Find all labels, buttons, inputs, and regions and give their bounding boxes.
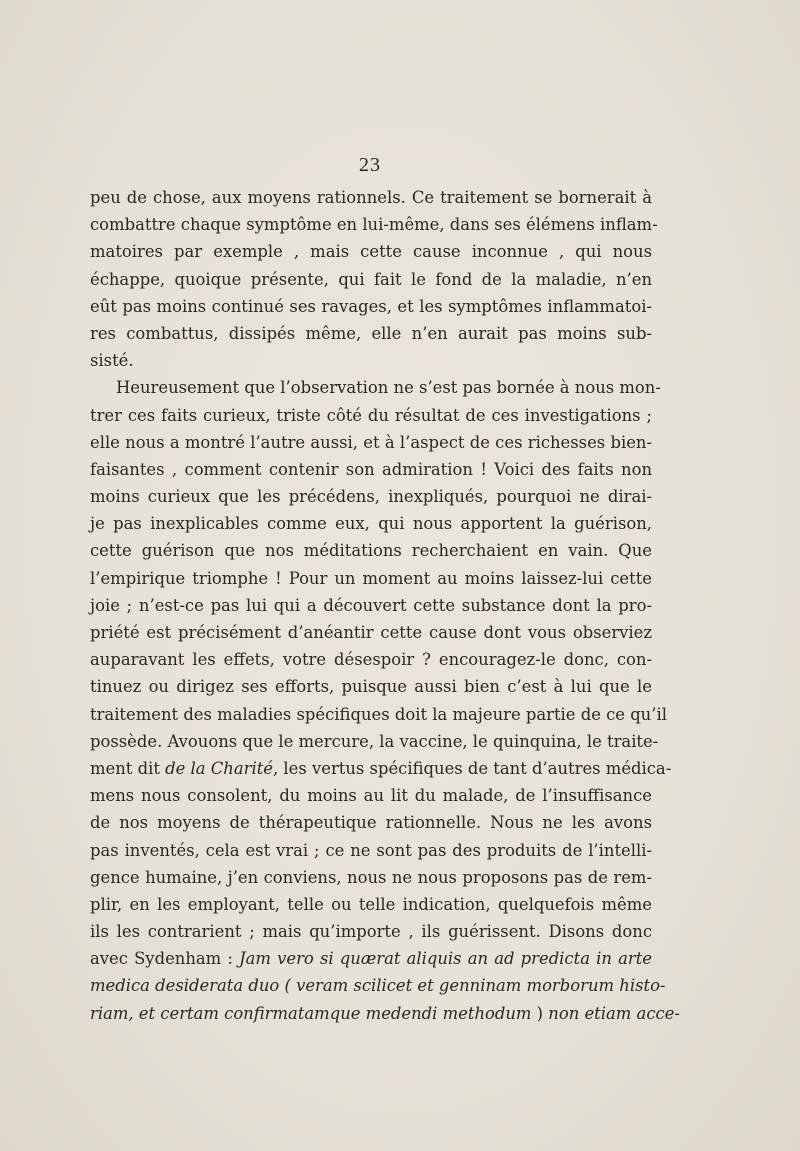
text-line: faisantes , comment contenir son admiration ! Voici des faits non <box>90 459 652 479</box>
text-line: tinuez ou dirigez ses efforts, puisque aussi bien c’est à lui que le <box>90 677 652 697</box>
text-run: , les vertus spécifiques de tant d’autres médica- <box>273 758 672 778</box>
italic-run: medica desiderata duo ( veram scilicet et genninam morborum histo- <box>90 976 666 996</box>
text-line: ils les contrarient ; mais qu’importe , ils guérissent. Disons donc <box>90 922 652 942</box>
text-line: trer ces faits curieux, triste côté du résultat de ces investigations ; <box>90 405 652 425</box>
text-line: eût pas moins continué ses ravages, et les symptômes inflammatoi- <box>90 296 652 316</box>
page-number: 23 <box>359 154 381 176</box>
text-line: res combattus, dissipés même, elle n’en aurait pas moins sub- <box>90 323 652 343</box>
text-line: mens nous consolent, du moins au lit du malade, de l’insuffisance <box>90 786 652 806</box>
text-line: sisté. <box>90 351 134 371</box>
text-run: ment dit <box>90 758 166 778</box>
text-line: joie ; n’est-ce pas lui qui a découvert cette substance dont la pro- <box>90 595 652 615</box>
italic-run: non etiam acce- <box>548 1003 680 1023</box>
body-text <box>90 184 680 1027</box>
text-line: peu de chose, aux moyens rationnels. Ce traitement se bornerait à <box>90 188 652 207</box>
text-line: l’empirique triomphe ! Pour un moment au moins laissez-lui cette <box>90 568 652 588</box>
text-line: cette guérison que nos méditations recherchaient en vain. Que <box>90 541 652 561</box>
text-line: traitement des maladies spécifiques doit la majeure partie de ce qu’il <box>90 704 667 724</box>
italic-run: de la Charité <box>165 758 274 778</box>
text-line: je pas inexplicables comme eux, qui nous apportent la guérison, <box>90 514 652 534</box>
italic-run: Jam vero si quærat aliquis an ad predicta in arte <box>239 949 652 969</box>
text-line: échappe, quoique présente, qui fait le fond de la maladie, n’en <box>90 269 652 289</box>
text-line: possède. Avouons que le mercure, la vaccine, le quinquina, le traite- <box>90 731 659 751</box>
text-line: Heureusement que l’observation ne s’est pas bornée à nous mon- <box>116 378 661 398</box>
text-line: combattre chaque symptôme en lui-même, dans ses élémens inflam- <box>90 215 658 235</box>
text-line: moins curieux que les précédens, inexpliqués, pourquoi ne dirai- <box>90 487 652 507</box>
text-line: gence humaine, j’en conviens, nous ne nous proposons pas de rem- <box>90 867 652 887</box>
text-line: matoires par exemple , mais cette cause inconnue , qui nous <box>90 242 652 262</box>
text-line <box>90 972 666 999</box>
text-line: auparavant les effets, votre désespoir ? encouragez-le donc, con- <box>90 650 652 670</box>
text-run: avec Sydenham : <box>90 949 240 969</box>
text-line: pas inventés, cela est vrai ; ce ne sont pas des produits de l’intelli- <box>90 840 652 860</box>
text-line <box>90 1000 680 1027</box>
text-run: ) <box>531 1003 549 1023</box>
text-line: de nos moyens de thérapeutique rationnelle. Nous ne les avons <box>90 813 652 833</box>
text-line: priété est précisément d’anéantir cette cause dont vous observiez <box>90 623 652 642</box>
text-line: plir, en les employant, telle ou telle indication, quelquefois même <box>90 894 652 914</box>
text-line <box>90 945 652 972</box>
text-line <box>90 755 672 782</box>
text-line: elle nous a montré l’autre aussi, et à l’aspect de ces richesses bien- <box>90 432 652 452</box>
italic-run: riam, et certam confirmatamque medendi methodum <box>90 1003 532 1023</box>
